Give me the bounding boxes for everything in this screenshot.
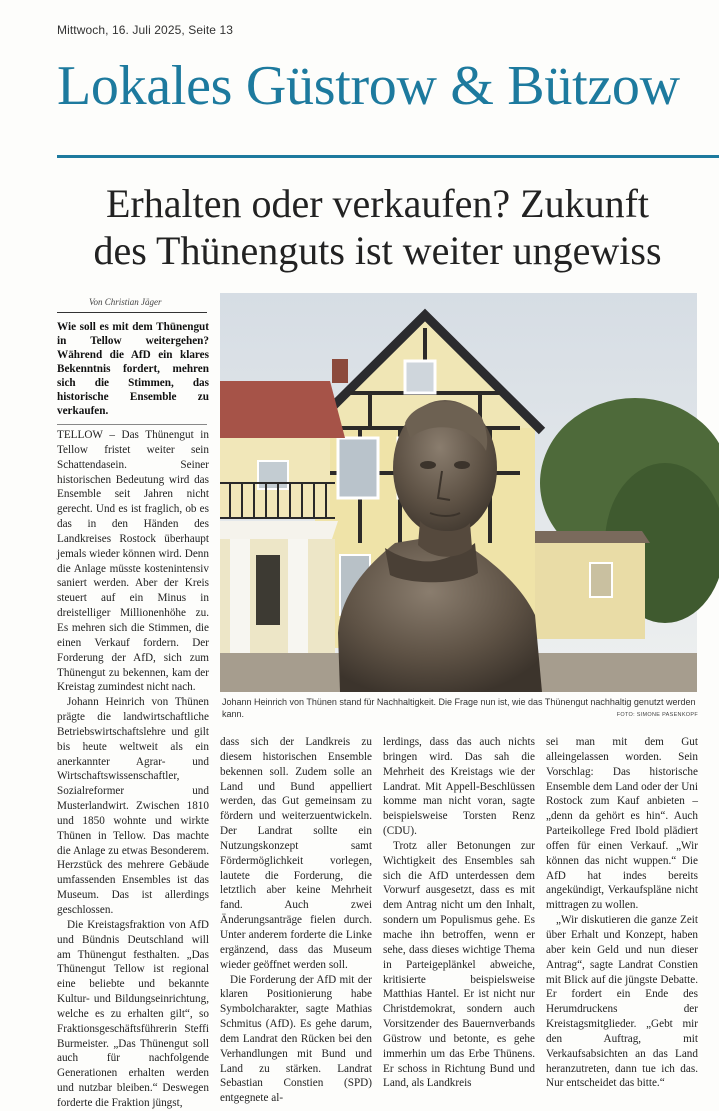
paragraph: „Wir diskutieren die ganze Zeit über Erhalt und Konzept, haben aber kein Geld und nun dieser Antrag“, sagte Landrat Constien mit Blick auf die jüngste Debatte. Er fordert ein Ende des Herumdruckens der Kreistagsmitglieder. „Gebt mir den Auftrag, mit Verkaufsabsichten an das Land heranzutreten, dann tue ich das. Nur entscheidet das bitte.“ xyxy=(546,914,698,1090)
paragraph: TELLOW – Das Thünengut in Tellow fristet weiter sein Schattendasein. Seiner historischen Bedeutung wird das Ensemble seit Jahren nicht gerecht. Und es ist fraglich, ob es das in den Händen des Landkreises Rostock überhaupt jemals wieder können wird. Denn die Anlage müsste kostenintensiv saniert werden. Aber der Kreis steuert auf ein Minus in dreistelliger Millionenhöhe zu. Es mehren sich die Stimmen, die einen Verkauf fordern. Der Forderung der AfD, sich zum Thünengut zu bekennen, kam der Kreistag zumindest nicht nach. xyxy=(57,429,209,694)
photo-credit: FOTO: SIMONE PASENKOPF xyxy=(616,712,698,718)
section-masthead: Lokales Güstrow & Bützow xyxy=(57,55,680,117)
paragraph: dass sich der Landkreis zu diesem historischen Ensemble bekennen soll. Zudem solle an Land und Bund appelliert werden, das Gut gemeinsam zu fördern und weiterzuentwickeln. Der Landrat sollte ein Nutzungskonzept samt Fördermöglichkeit vorlegen, lautete die Forderung, die letztlich aber keine Mehrheit fand. Auch zwei Änderungsanträge fielen durch. Unter anderem forderte die Linke ergänzend, dass das Museum wieder geöffnet werden soll. xyxy=(220,736,372,971)
masthead-rule xyxy=(57,155,719,158)
article-column-2 xyxy=(220,735,372,1106)
article-headline xyxy=(57,180,698,274)
article-column-3 xyxy=(383,735,535,1091)
dateline: Mittwoch, 16. Juli 2025, Seite 13 xyxy=(57,23,234,37)
article-column-1 xyxy=(57,428,209,1111)
byline-rule xyxy=(57,312,207,313)
paragraph: lerdings, dass das auch nichts bringen wird. Das sah die Mehrheit des Kreistags wie der Landrat. Mit Appell-Beschlüssen komme man nicht voran, sagte beispielsweise Torsten Renz (CDU). xyxy=(383,736,535,838)
photo-bust-and-manor-image xyxy=(220,293,697,692)
article-teaser: Wie soll es mit dem Thünengut in Tellow weitergehen? Während die AfD ein klares Bekenntnis fordert, mehren sich die Stimmen, das historische Ensemble zu verkaufen. xyxy=(57,321,209,417)
paragraph: sei man mit dem Gut alleingelassen worden. Sein Vorschlag: Das historische Ensemble dem Land oder der Uni Rostock zum Kauf anbieten – „denn da gehört es hin“. Auch Parteikollege Fred Ibold plädiert offen für einen Verkauf. „Wir können das nicht wuppen.“ Die AfD hat indes bereits angekündigt, Verkaufspläne nicht mittragen zu wollen. xyxy=(546,736,698,912)
photo-caption: Johann Heinrich von Thünen stand für Nachhaltigkeit. Die Frage nun ist, wie das Thünengut nachhaltig genutzt werden kann. xyxy=(222,697,696,719)
article-photo xyxy=(220,293,697,692)
byline: Von Christian Jäger xyxy=(89,297,162,307)
paragraph: Trotz aller Betonungen zur Wichtigkeit des Ensembles sah sich die AfD unterdessen dem Vorwurf ausgesetzt, dass es mit dem Antrag nicht um den Inhalt, sondern um Populismus gehe. Es mache ihn betroffen, wenn er sehe, dass dieses wichtige Thema in Parteigeplänkel abweiche, kritisierte beispielsweise Matthias Hantel. Er ist nicht nur Christdemokrat, sondern auch Vorsitzender des Bauernverbands Güstrow und betonte, es gehe immerhin um das Erbe Thünens. Er schoss in Richtung Bund und Land, als Landkreis xyxy=(383,839,535,1090)
article-column-4 xyxy=(546,735,698,1091)
headline-line-2: des Thünenguts ist weiter ungewiss xyxy=(93,228,662,273)
paragraph: Die Forderung der AfD mit der klaren Positionierung habe Symbolcharakter, sagte Mathias Schmitus (AfD). Es gehe darum, dem Landrat den Rücken bei den Verhandlungen mit Bund und Land zu stärken. Landrat Sebastian Constien (SPD) entgegnete al- xyxy=(220,973,372,1105)
paragraph: Die Kreistagsfraktion von AfD und Bündnis Deutschland will am Thünengut festhalten. „Das Thünengut Tellow ist regional eine beliebte und bekannte Kultur- und Bildungseinrichtung, welche es zu erhalten gilt“, so Fraktionsgeschäftsführerin Steffi Burmeister. „Das Thünengut soll auch für nachfolgende Generationen erhalten werden und nutzbar bleiben.“ Deswegen forderte die Fraktion jüngst, xyxy=(57,918,209,1109)
headline-line-1: Erhalten oder verkaufen? Zukunft xyxy=(105,181,650,226)
paragraph: Johann Heinrich von Thünen prägte die landwirtschaftliche Betriebswirtschaftslehre und gilt bis heute weltweit als ein anerkannter Agrar- und Wirtschaftswissenschaftler, Sozialreformer und Musterlandwirt. Zwischen 1810 und 1850 wohnte und wirkte Thünen in Tellow. Das machte die Anlage zu etwas Besonderem. Herzstück des mehrere Gebäude umfassenden Ensembles ist das Museum. Das ist allerdings geschlossen. xyxy=(57,696,209,916)
teaser-rule xyxy=(57,424,207,425)
